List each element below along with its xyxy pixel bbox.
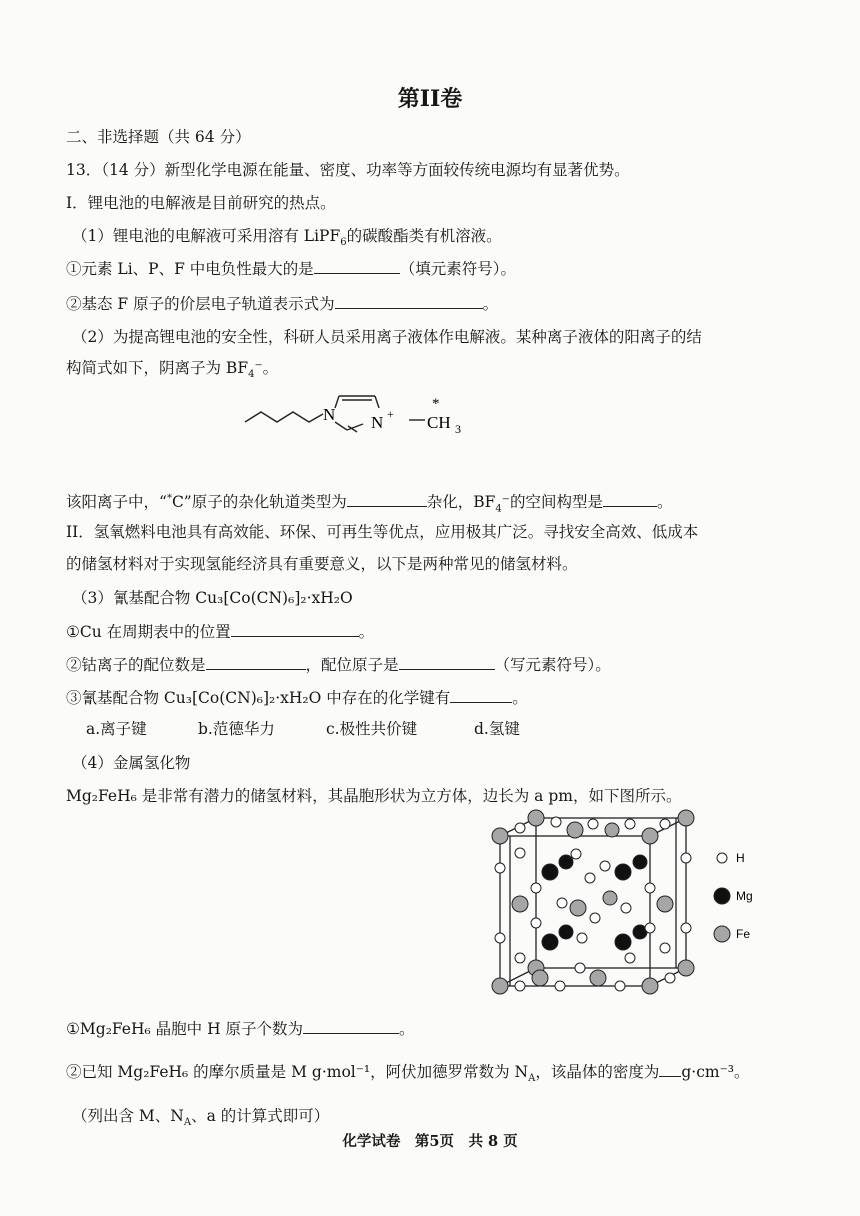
methyl-label: CH [427,413,451,432]
question-4b: ②已知 Mg₂FeH₆ 的摩尔质量是 M g·mol⁻¹，阿伏加德罗常数为 $N_A$，该晶体的密度为 g·cm⁻³。 [66,1060,750,1090]
question-2-ask: 该阳离子中，“*C”原子的杂化轨道类型为 杂化，$BF_4^-$的空间构型是 。 [66,488,672,520]
answer-blank[interactable] [603,490,657,507]
legend-iron-label: Fe [736,927,751,941]
question-4-note: （列出含 M、$N_A$、a 的计算式即可） [72,1107,330,1129]
legend-magnesium-marker [714,888,730,904]
question-3a: ①Cu 在周期表中的位置 。 [66,620,374,643]
legend-magnesium-label: Mg [736,889,753,903]
answer-blank[interactable] [450,686,512,703]
option-c: c.极性共价键 [326,720,418,738]
part-ii-line1: II．氢氧燃料电池具有高效能、环保、可再生等优点，应用极其广泛。寻找安全高效、低成本 [66,523,699,541]
section-heading: 二、非选择题（共 64 分） [66,128,251,146]
answer-blank[interactable] [206,653,306,670]
answer-blank[interactable] [659,1060,681,1077]
part-i-heading: I．锂电池的电解液是目前研究的热点。 [66,194,336,212]
answer-blank[interactable] [231,620,359,637]
question-3-text: （3）氰基配合物 Cu₃[Co(CN)₆]₂·xH₂O [72,589,353,607]
question-2-line2: 构简式如下，阴离子为 $BF_4^-$。 [66,359,279,381]
answer-blank[interactable] [303,1017,399,1034]
cation-structure-diagram [235,388,495,448]
answer-blank[interactable] [347,490,427,507]
question-3b: ②钴离子的配位数是 ，配位原子是 （写元素符号）。 [66,653,611,676]
positive-charge-label: + [387,407,394,421]
nitrogen-2-label: N [371,413,384,432]
question-4a: ①Mg₂FeH₆ 晶胞中 H 原子个数为 。 [66,1017,415,1040]
methyl-subscript: 3 [455,422,461,436]
question-1-text: （1）锂电池的电解液可采用溶有 LiPF$_6$的碳酸酯类有机溶液。 [72,227,502,249]
question-3c-options [86,718,520,740]
option-d: d.氢键 [474,720,520,738]
page-title: 第II卷 [397,86,463,112]
crystal-legend [712,848,782,948]
answer-blank[interactable] [335,292,483,309]
question-2-line1: （2）为提高锂电池的安全性，科研人员采用离子液体作电解液。某种离子液体的阳离子的结 [72,328,702,346]
question-1a: ①元素 Li、P、F 中电负性最大的是 （填元素符号）。 [66,257,516,280]
crystal-cell-diagram [480,808,710,1008]
answer-blank[interactable] [399,653,495,670]
question-1b: ②基态 F 原子的价层电子轨道表示式为 。 [66,292,498,315]
option-b: b.范德华力 [198,720,275,738]
question-4-text: （4）金属氢化物 [72,754,191,772]
answer-blank[interactable] [314,257,400,274]
question-4-description: Mg₂FeH₆ 是非常有潜力的储氢材料，其晶胞形状为立方体，边长为 a pm，如下图所示。 [66,787,682,805]
question-13-intro: 13．（14 分）新型化学电源在能量、密度、功率等方面较传统电源均有显著优势。 [66,161,630,179]
legend-hydrogen-label: H [736,851,745,865]
legend-hydrogen-marker [717,853,727,863]
part-ii-line2: 的储氢材料对于实现氢能经济具有重要意义，以下是两种常见的储氢材料。 [66,555,578,573]
option-a: a.离子键 [86,720,147,738]
nitrogen-1-label: N [323,405,336,424]
star-mark: * [432,396,440,412]
page-footer: 化学试卷 第5页 共 8 页 [342,1133,518,1150]
question-3c: ③氰基配合物 Cu₃[Co(CN)₆]₂·xH₂O 中存在的化学键有 。 [66,686,528,709]
legend-iron-marker [714,926,730,942]
